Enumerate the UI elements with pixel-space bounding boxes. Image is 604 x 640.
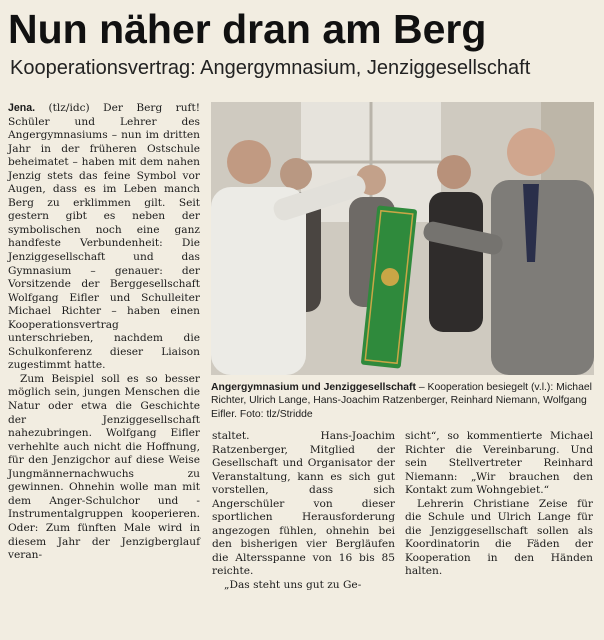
caption-lead: Angergymnasium und Jenziggesellschaft: [211, 382, 416, 393]
article-paragraph: Lehrerin Christiane Zeise für die Schule und Ulrich Lange für die Jenziggesellschaft sollen als Koordinatorin die Fäden der Kooperation in den Händen halten.: [405, 497, 593, 578]
photo-caption: [211, 381, 594, 421]
article-paragraph: Zum Beispiel soll es so besser möglich sein, jungen Menschen die Natur oder etwa die Geschichte der Jenziggesellschaft nahezubringen. Wolfgang Eifler verhehlte auch nicht die Hoffnung, für den Jenzigchor auf diese Weise Jungmännernachwuchs zu gewinnen. Ohnehin wolle man mit dem Anger-Schulchor und -Instrumentalgruppen kooperieren. Oder: Zum fünften Male wird in diesem Jahr der Jenzigberglauf veran-: [8, 372, 200, 562]
photo-credit: Foto: tlz/Stridde: [239, 408, 313, 420]
photo-illustration: [211, 102, 594, 375]
article-paragraph: „Das steht uns gut zu Ge-: [224, 579, 362, 592]
press-photo: [211, 102, 594, 375]
article-paragraph: staltet. Hans-Joachim Ratzenberger, Mitglied der Gesellschaft und Organisator der Veranstaltung, kann es sich gut vorstellen, dass sich Angerschüler von dieser sportlichen Herausforderung angezogen fühlen, ohnehin bei den bisherigen vier Bergläufen die Altersspanne von 16 bis 85 reichte.: [212, 430, 395, 578]
subheadline: Kooperationsvertrag: Angergymnasium, Jenziggesellschaft: [10, 57, 531, 79]
article-text: (tlz/idc) Der Berg ruft! Schüler und Lehrer des Angergymnasiums – nun im dritten Jahr in der früheren Ostschule beheimatet – haben mit dem nahen Jenzig stets das feine Symbol vor Augen, dass es im Leben manch Berg zu erklimmen gilt. Seit gestern gibt es neben der symbolischen noch eine ganz handfeste Verbundenheit: Die Jenziggesellschaft und das Gymnasium – genauer: der Vorsitzende der Berggesellschaft Wolfgang Eifler und Schulleiter Michael Richter – haben einen Kooperationsvertrag unterschrieben, nachdem die Schulkonferenz dieser Liaison zugestimmt hatte.: [8, 102, 200, 372]
headline: Nun näher dran am Berg: [8, 6, 487, 52]
article-column-1: [8, 102, 200, 563]
article-paragraph: [8, 102, 200, 373]
caption-text: – Kooperation besiegelt (v.l.): Michael Richter, Ulrich Lange, Hans-Joachim Ratzenberger, Reinhard Niemann, Wolfgang Eifler.: [211, 382, 592, 420]
article-column-3: [405, 430, 593, 579]
article-paragraph: sicht“, so kommentierte Michael Richter die Vereinbarung. Und sein Stellvertreter Reinhard Niemann: „Wir brauchen den Kontakt zum Wohngebiet.“: [405, 430, 593, 497]
article-column-2: [212, 430, 395, 593]
dateline: Jena.: [8, 102, 36, 114]
